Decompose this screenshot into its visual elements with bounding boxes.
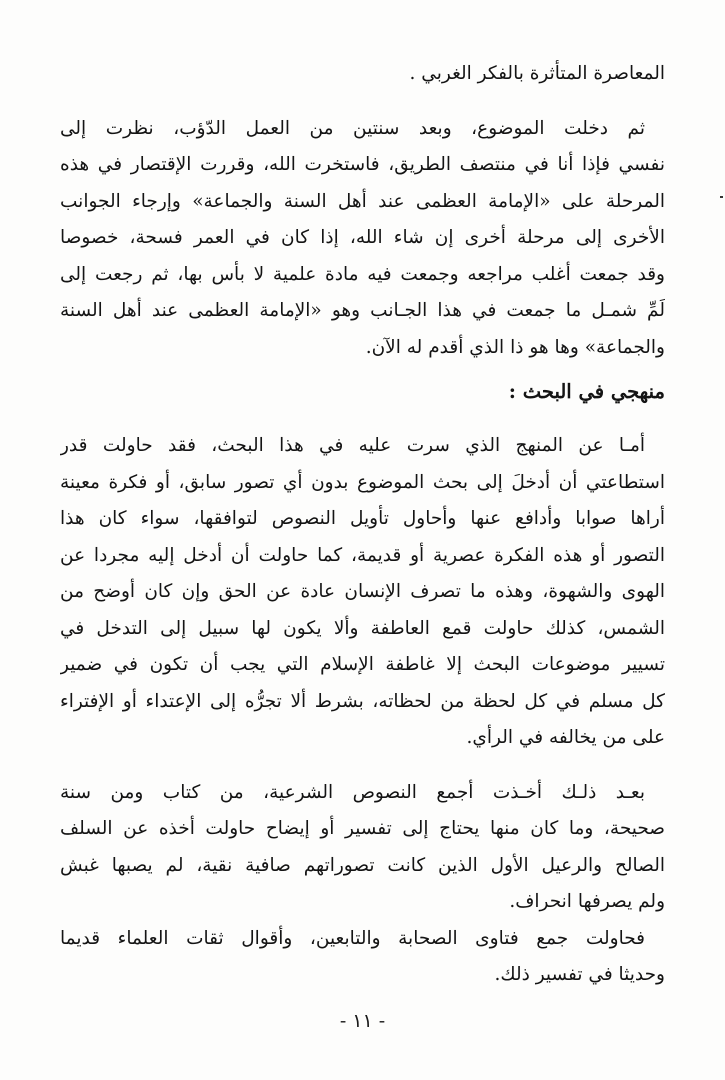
- text-line: الأخرى إلى مرحلة أخرى إن شاء الله، إذا كان في العمر فسحة، خصوصا: [60, 227, 665, 248]
- text-line: فحاولت جمع فتاوى الصحابة والتابعين، وأقوال ثقات العلماء قديما: [60, 927, 645, 949]
- text-line: والجماعة» وها هو ذا الذي أقدم له الآن.: [365, 336, 665, 358]
- text-line: الصالح والرعيل الأول الذين كانت تصوراتهم صافية نقية، لم يصبها غبش: [60, 854, 665, 876]
- section-heading: منهجي في البحث :: [508, 380, 665, 403]
- text-line: نفسي فإذا أنا في منتصف الطريق، فاستخرت الله، وقررت الإقتصار في هذه: [60, 154, 665, 175]
- text-line: الشمس، كذلك حاولت قمع العاطفة وألا يكون لها سبيل إلى التدخل في: [60, 617, 665, 639]
- paragraph-fatwas: [60, 921, 665, 994]
- text-line: تسيير موضوعات البحث إلا غاطفة الإسلام التي يجب أن تكون في ضمير: [60, 654, 665, 675]
- text-line: استطاعتي أن أدخلَ إلى بحث الموضوع بدون أي تصور سابق، أو فكرة معينة: [60, 471, 665, 493]
- opening-line: المعاصرة المتأثرة بالفكر الغربي .: [409, 63, 665, 84]
- text-line: الهوى والشهوة، وهذه ما تصرف الإنسان عادة عن الحق وإن كان أوضح من: [60, 581, 665, 602]
- paragraph-topic-entry: [60, 111, 665, 367]
- text-line: كل مسلم في كل لحظة من لحظاته، بشرط ألا تجرُّه إلى الإعتداء أو الإفتراء: [60, 690, 665, 712]
- text-line: بعـد ذلـك أخـذت أجمع النصوص الشرعية، من كتاب ومن سنة: [60, 781, 645, 803]
- text-line: ولم يصرفها انحراف.: [509, 891, 665, 912]
- page-body: [60, 56, 665, 994]
- text-line: وقد جمعت أغلب مراجعه وجمعت فيه مادة علمية لا بأس بها، ثم رجعت إلى: [60, 263, 665, 285]
- edge-mark: [720, 196, 723, 198]
- text-line: على من يخالفه في الرأي.: [466, 727, 665, 748]
- paragraph-sources: [60, 775, 665, 921]
- text-line: المرحلة على «الإمامة العظمى عند أهل السنة والجماعة» وإرجاء الجوانب: [60, 190, 665, 212]
- paragraph-gap: [60, 757, 665, 775]
- text-line: أمـا عن المنهج الذي سرت عليه في هذا البحث، فقد حاولت قدر: [60, 435, 645, 456]
- paragraph-gap: [60, 93, 665, 111]
- text-line: لَمِّ شمـل ما جمعت في هذا الجـانب وهو «الإمامة العظمى عند أهل السنة: [60, 300, 665, 321]
- text-line: ثم دخلت الموضوع، وبعد سنتين من العمل الدّؤب، نظرت إلى: [60, 117, 645, 139]
- text-line: وحديثا في تفسير ذلك.: [494, 964, 665, 985]
- text-line: التصور أو هذه الفكرة عصرية أو قديمة، كما حاولت أن أدخل إليه مجردا عن: [60, 544, 665, 566]
- paragraph-methodology: [60, 428, 665, 757]
- text-line: أراها صوابا وأدافع عنها وأحاول تأويل النصوص لتوافقها، سواء كان هذا: [60, 508, 665, 529]
- page-number: - ١١ -: [339, 1010, 386, 1032]
- text-line: صحيحة، وما كان منها يحتاج إلى تفسير أو إيضاح حاولت أخذه عن السلف: [60, 818, 665, 839]
